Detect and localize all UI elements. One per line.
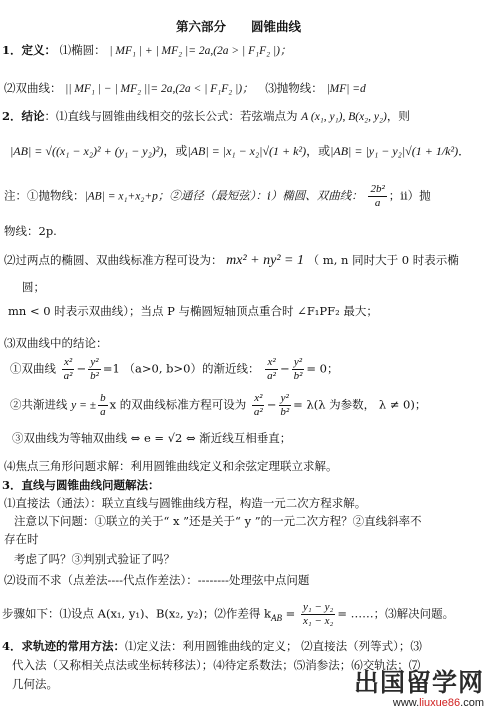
note-parabola-cont: ；ⅱ）抛 [388, 188, 431, 203]
section3-heading: 3．直线与圆锥曲线问题解法： [2, 478, 160, 492]
chord-formulas [10, 143, 470, 159]
chord-intro: ：⑴直线与圆锥曲线相交的弦长公式：若弦端点为 [44, 109, 298, 123]
steps-line [2, 601, 454, 628]
common-asymptote-line: ②共渐进线 y = ± $\frac{b}{a}$ x 的双曲线标准方程可设为 $\frac{\text{x²}}{\text{a²}}$ − $\frac{\text{y²}}{\text{b²}}$ = λ(λ 为参数， λ ≠ 0)； [10, 392, 427, 418]
watermark-text: 出国留学网 [353, 668, 484, 697]
parabola-label: ⑶抛物线： [265, 81, 323, 95]
common-asymptote-cont: x 的双曲线标准方程可设为 [109, 397, 247, 412]
section2-heading: 2．结论 [2, 109, 45, 123]
two-point-equation: mx² + ny² = 1 [226, 253, 304, 268]
steps-text: 步骤如下：⑴设点 A(x₁, y₁)、B(x₂, y₂)；⑵作差得 k [2, 606, 272, 621]
steps-equals: = [285, 606, 296, 621]
site-watermark [354, 669, 484, 709]
y2-b2-c: $\frac{\text{y²}}{\text{b²}}$ [280, 392, 290, 418]
hyperbola-def-line [4, 80, 366, 97]
attention-line: 注意以下问题：①联立的关于“ x ”还是关于“ y ”的一元二次方程？②直线斜率不 [14, 514, 422, 528]
common-asymptote-eq: = λ(λ 为参数， λ ≠ 0)； [293, 397, 427, 412]
note-line [4, 183, 431, 210]
two-point-line-3: mn < 0 时表示双曲线）；当点 P 与椭圆短轴顶点重合时 ∠F₁PF₂ 最大； [8, 304, 378, 318]
chord-points: A (x₁, y₁), B(x₂, y₂) [301, 111, 387, 123]
midpoint-method-line: ⑵设而不求（点差法----代点作差法）：--------处理弦中点问题 [4, 573, 310, 587]
chord-or-1: ，或 [163, 144, 188, 158]
ellipse-label: ⑴椭圆： [59, 43, 106, 57]
direct-method-line: ⑴直接法（通法）：联立直线与圆锥曲线方程，构造一元二次方程求解。 [4, 496, 367, 510]
y2-b2-b: $\frac{\text{y²}}{\text{b²}}$ [293, 356, 303, 382]
conclusion-line [2, 108, 410, 125]
asymptote-line: ①双曲线 $\frac{\text{x²}}{\text{a²}}$ − $\frac{\text{y²}}{\text{b²}}$ =1 （a>0, b>0）的渐近线： $\frac{\text{x²}}{\text{a²}}$ − $\frac{\text{y²}}{\text{b²}}$ = 0； [10, 356, 339, 382]
slope-fraction: $\frac{\text{y₁ − y₂}}{\text{x₁ − x₂}}$ [302, 601, 334, 627]
equilateral-line: ③双曲线为等轴双曲线 ⇔ e = √2 ⇔ 渐近线互相垂直； [12, 431, 292, 445]
asymptote-cond: =1 （a>0, b>0）的渐近线： [102, 361, 260, 376]
attention-line-3: 考虑了吗？③判别式验证了吗？ [14, 552, 175, 566]
two-point-cond: （ m, n 同时大于 0 时表示椭 [307, 253, 459, 267]
focal-triangle-line: ⑷焦点三角形问题求解：利用圆锥曲线定义和余弦定理联立求解。 [4, 459, 338, 473]
ellipse-formula: | MF₁ | + | MF₂ |= 2a,(2a > | F₁F₂ |)； [109, 45, 292, 57]
k-subscript: AB [271, 612, 283, 623]
page-title: 第六部分 圆锥曲线 [176, 19, 302, 34]
hyperbola-conclusions: ⑶双曲线中的结论： [4, 336, 108, 350]
latus-rectum-fraction: $\frac{\text{2b²}}{a}$ [370, 183, 385, 209]
steps-cont: = ……；⑶解决问题。 [337, 606, 455, 621]
x2-a2-c: $\frac{\text{x²}}{\text{a²}}$ [253, 392, 263, 418]
chord-or-2: ，或 [306, 144, 331, 158]
note-line-2: 物线：2p. [4, 224, 57, 238]
y2-b2: $\frac{\text{y²}}{\text{b²}}$ [90, 356, 99, 382]
asymptote-text: ①双曲线 [10, 361, 56, 376]
trajectory-line-2: 代入法（又称相关点法或坐标转移法）；⑷待定系数法；⑸消参法；⑹交轨法；⑺ [12, 658, 421, 672]
attention-line-2: 存在时 [4, 532, 39, 546]
asymptote-eq: = 0； [306, 361, 339, 376]
b-over-a: $\frac{b}{a}$ [100, 392, 106, 418]
parabola-formula: |MF| =d [326, 83, 366, 95]
trajectory-line-3: 几何法。 [12, 677, 58, 691]
chord-formula-1: |AB| = √((x₁ − x₂)² + (y₁ − y₂)²) [10, 144, 164, 158]
trajectory-line [2, 638, 422, 654]
watermark-url: www.liuxue86.com [392, 697, 484, 709]
common-asymptote-text: ②共渐进线 [10, 397, 68, 412]
chord-formula-2: |AB| = |x₁ − x₂|√(1 + k²) [187, 144, 307, 158]
hyperbola-formula: || MF₁ | − | MF₂ ||= 2a,(2a < | F₁F₂ |)； [65, 83, 254, 95]
two-point-text: ⑵过两点的椭圆、双曲线标准方程可设为： [4, 253, 223, 267]
note-parabola: 注：①抛物线： [4, 188, 85, 203]
section4-heading: 4．求轨迹的常用方法： [2, 639, 126, 653]
chord-formula-3: |AB| = |y₁ − y₂|√(1 + 1/k²) [330, 144, 459, 158]
definition-line [2, 42, 292, 59]
section1-heading: 1．定义： [2, 43, 57, 57]
x2-a2-b: $\frac{\text{x²}}{\text{a²}}$ [267, 356, 276, 382]
chord-then: ，则 [386, 109, 410, 123]
hyperbola-label: ⑵双曲线： [4, 81, 62, 95]
note-focal-chord: |AB| = x₁+x₂+p；②通径（最短弦）：ⅰ）椭圆、双曲线： [84, 190, 363, 203]
two-point-line [4, 252, 459, 269]
two-point-line-2: 圆； [22, 280, 45, 294]
chord-end: ． [458, 144, 471, 158]
x2-a2: $\frac{\text{x²}}{\text{a²}}$ [63, 356, 73, 382]
trajectory-methods: ⑴定义法：利用圆锥曲线的定义； ⑵直接法（列等式）；⑶ [125, 639, 422, 653]
